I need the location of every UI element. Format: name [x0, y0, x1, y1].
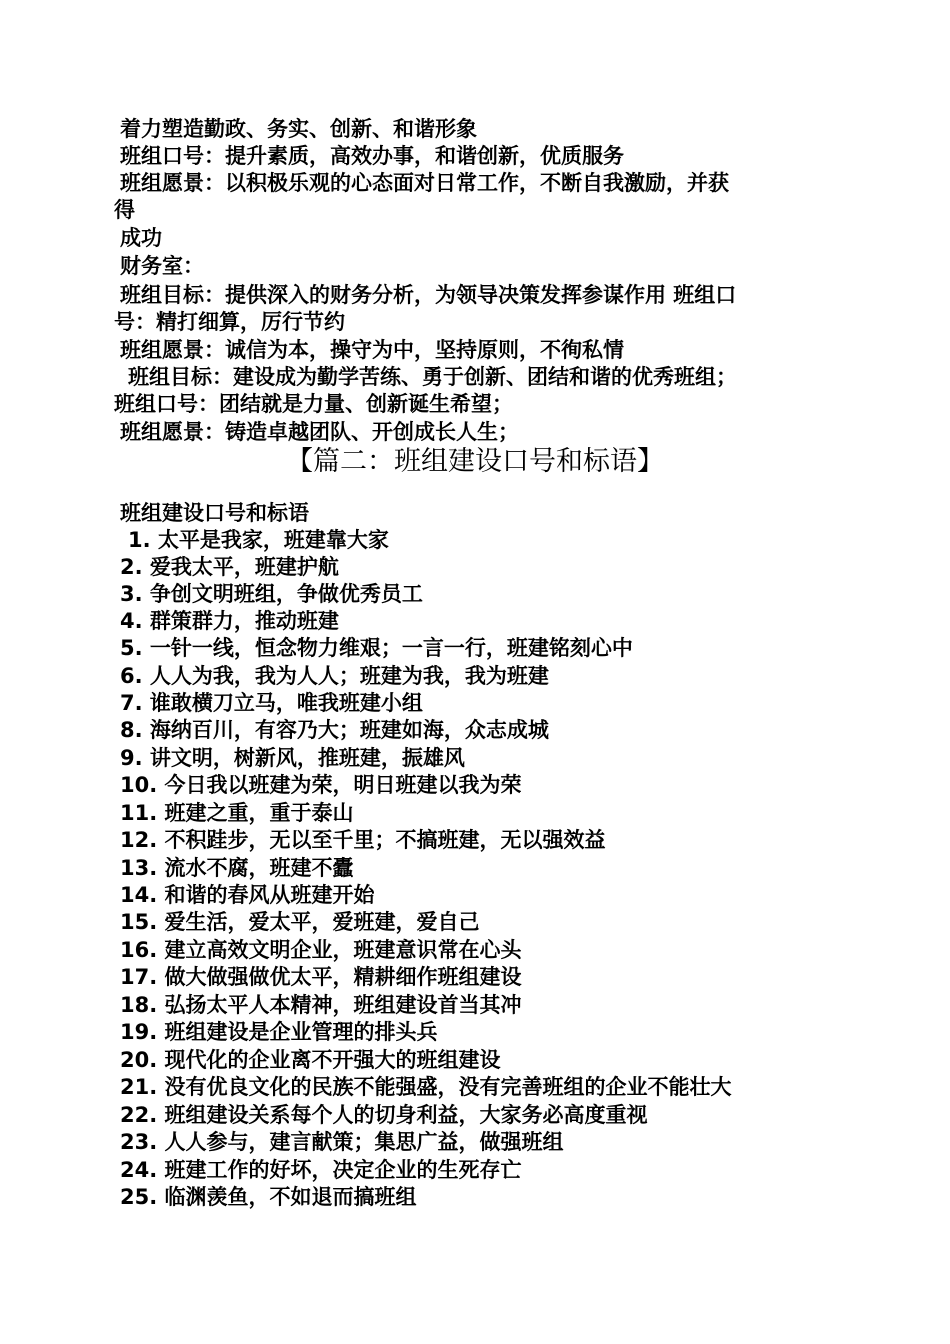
intro-line: 着力塑造勤政、务实、创新、和谐形象	[120, 117, 477, 141]
intro-line: 财务室：	[120, 254, 204, 278]
section-heading: 【篇二：班组建设口号和标语】	[286, 446, 664, 477]
list-item: 4. 群策群力，推动班建	[120, 609, 339, 633]
intro-line: 成功	[120, 226, 162, 250]
intro-line: 班组口号：提升素质，高效办事，和谐创新，优质服务	[120, 144, 624, 168]
list-item: 10. 今日我以班建为荣，明日班建以我为荣	[120, 773, 522, 797]
list-item: 7. 谁敢横刀立马，唯我班建小组	[120, 691, 423, 715]
list-item: 24. 班建工作的好坏，决定企业的生死存亡	[120, 1158, 522, 1182]
list-item: 3. 争创文明班组，争做优秀员工	[120, 582, 423, 606]
list-item: 9. 讲文明，树新风，推班建，振雄风	[120, 746, 465, 770]
intro-line: 班组目标：提供深入的财务分析，为领导决策发挥参谋作用 班组口	[120, 283, 737, 307]
list-item: 22. 班组建设关系每个人的切身利益，大家务必高度重视	[120, 1103, 648, 1127]
intro-line: 班组愿景：诚信为本，操守为中，坚持原则，不徇私情	[120, 338, 624, 362]
list-item: 2. 爱我太平，班建护航	[120, 555, 339, 579]
list-item: 13. 流水不腐，班建不蠹	[120, 856, 354, 880]
list-item: 25. 临渊羡鱼，不如退而搞班组	[120, 1185, 417, 1209]
list-item: 17. 做大做强做优太平，精耕细作班组建设	[120, 965, 522, 989]
list-item: 5. 一针一线，恒念物力维艰；一言一行，班建铭刻心中	[120, 636, 633, 660]
list-item: 20. 现代化的企业离不开强大的班组建设	[120, 1048, 501, 1072]
list-item: 15. 爱生活，爱太平，爱班建，爱自己	[120, 910, 480, 934]
list-item: 1. 太平是我家，班建靠大家	[128, 528, 389, 552]
section-subtitle: 班组建设口号和标语	[120, 501, 309, 525]
intro-line: 得	[114, 198, 135, 222]
list-item: 23. 人人参与，建言献策；集思广益，做强班组	[120, 1130, 564, 1154]
list-item: 6. 人人为我，我为人人；班建为我，我为班建	[120, 664, 549, 688]
intro-line: 班组口号：团结就是力量、创新诞生希望；	[114, 392, 513, 416]
intro-line: 号：精打细算，厉行节约	[114, 310, 345, 334]
list-item: 16. 建立高效文明企业，班建意识常在心头	[120, 938, 522, 962]
intro-line: 班组愿景：铸造卓越团队、开创成长人生；	[120, 420, 519, 444]
list-item: 21. 没有优良文化的民族不能强盛，没有完善班组的企业不能壮大	[120, 1075, 732, 1099]
intro-line: 班组目标：建设成为勤学苦练、勇于创新、团结和谐的优秀班组；	[128, 365, 737, 389]
list-item: 14. 和谐的春风从班建开始	[120, 883, 375, 907]
list-item: 8. 海纳百川，有容乃大；班建如海，众志成城	[120, 718, 549, 742]
intro-line: 班组愿景：以积极乐观的心态面对日常工作，不断自我激励，并获	[120, 171, 729, 195]
list-item: 12. 不积跬步，无以至千里；不搞班建，无以强效益	[120, 828, 606, 852]
list-item: 19. 班组建设是企业管理的排头兵	[120, 1020, 438, 1044]
list-item: 11. 班建之重，重于泰山	[120, 801, 354, 825]
list-item: 18. 弘扬太平人本精神，班组建设首当其冲	[120, 993, 522, 1017]
